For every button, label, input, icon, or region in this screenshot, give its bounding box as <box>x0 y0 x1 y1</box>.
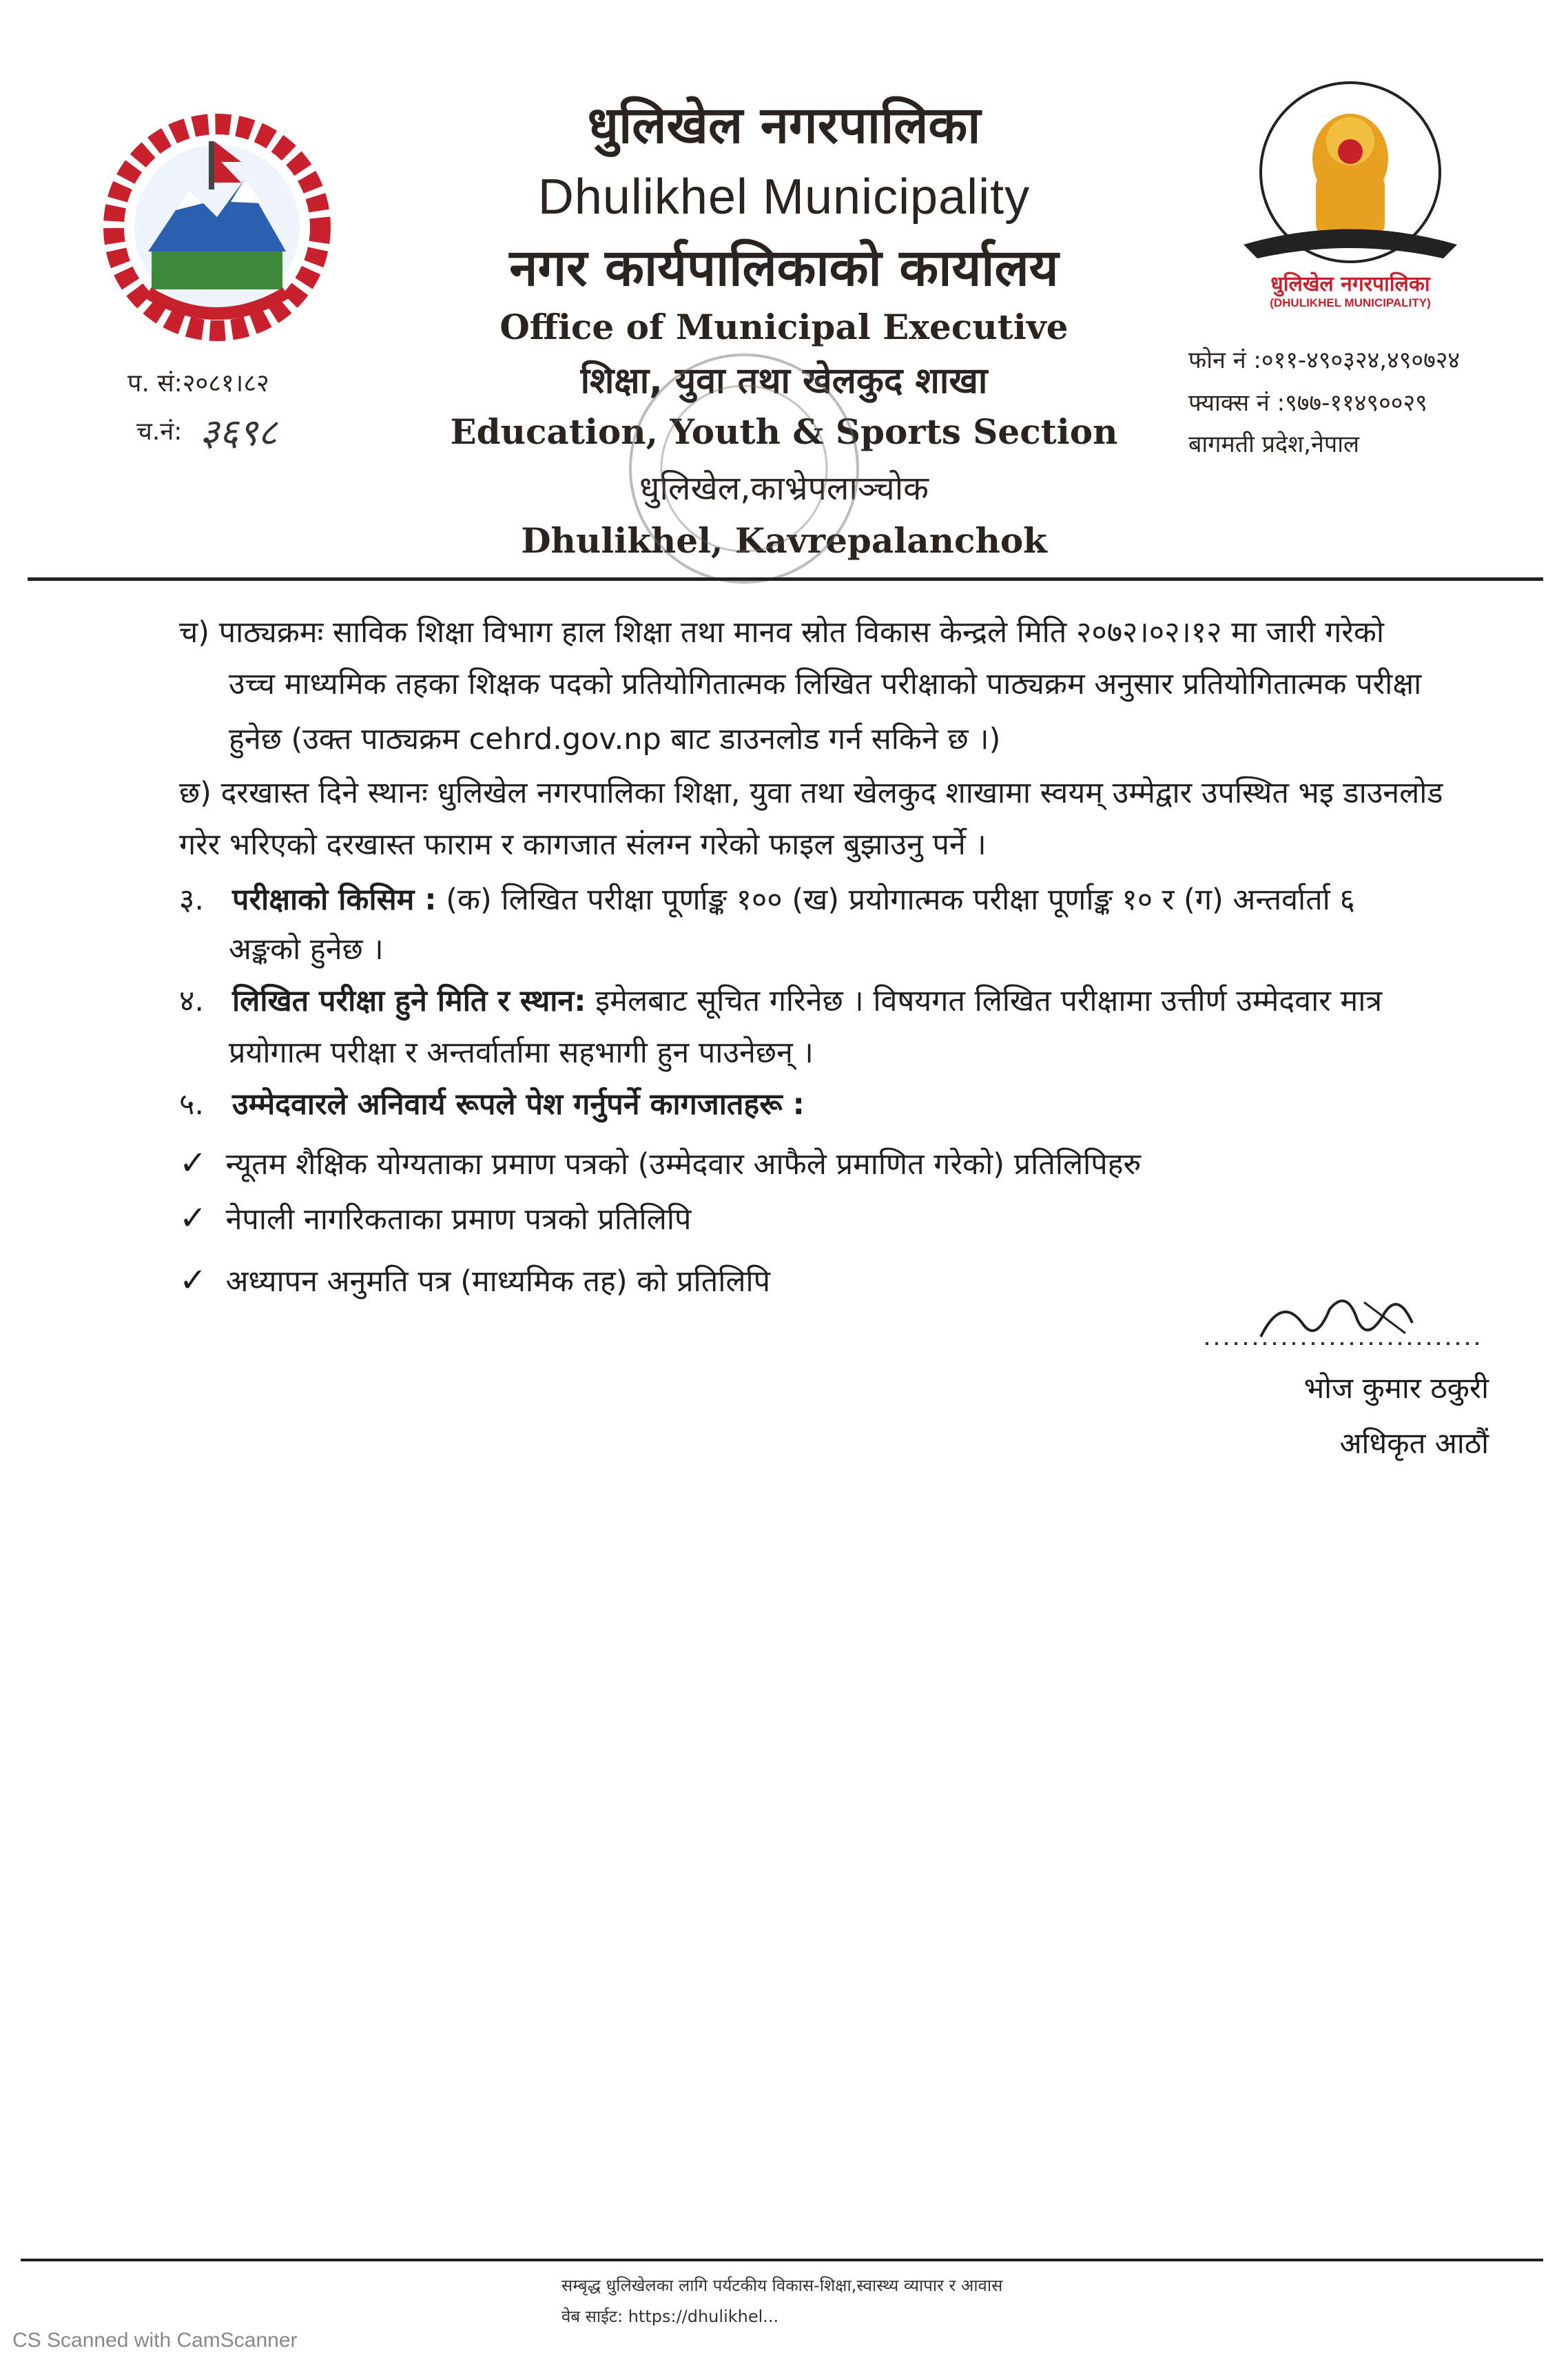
checklist-item-text: अध्यापन अनुमति पत्र (माध्यमिक तह) को प्रतिलिपि <box>225 1264 771 1299</box>
location-np: धुलिखेल,काभ्रेपलाञ्चोक <box>639 469 929 508</box>
para-cha-line2: उच्च माध्यमिक तहका शिक्षक पदको प्रतियोगितात्मक लिखित परीक्षाको पाठ्यक्रम अनुसार प्रतियोगितात्मक परीक्षा <box>229 667 1422 701</box>
item-3-heading: परीक्षाको किसिम : <box>232 883 437 917</box>
checklist-item <box>179 1192 691 1246</box>
para-chha-line2: गरेर भरिएको दरखास्त फाराम र कागजात संलग्न गरेको फाइल बुझाउनु पर्ने । <box>179 828 987 862</box>
footer-line-1: सम्बृद्ध धुलिखेलका लागि पर्यटकीय विकास-शिक्षा,स्वास्थ्य व्यापार र आवास <box>561 2276 1003 2295</box>
item-4-number: ४. <box>179 984 205 1018</box>
signatory-designation: अधिकृत आठौं <box>1339 1426 1489 1460</box>
checkmark-icon: ✓ <box>179 1144 207 1182</box>
patra-sankhya: प. सं:२०८१।८२ <box>127 369 269 398</box>
item-5-heading: उम्मेदवारले अनिवार्य रूपले पेश गर्नुपर्ने कागजातहरू : <box>232 1087 805 1122</box>
item-4-heading: लिखित परीक्षा हुने मिति र स्थान: <box>232 984 586 1018</box>
item-3-number: ३. <box>179 883 205 917</box>
office-name-en: Office of Municipal Executive <box>499 307 1069 347</box>
chalani-label: च.नं: <box>136 418 183 446</box>
municipality-name-np: धुलिखेल नगरपालिका <box>587 96 981 155</box>
para-cha-line1: च) पाठ्यक्रमः साविक शिक्षा विभाग हाल शिक्षा तथा मानव स्रोत विकास केन्द्रले मिति २०७२।०२।१२ मा जारी गरेको <box>179 615 1385 650</box>
footer-line-2: वेब साईट: https://dhulikhel... <box>561 2307 779 2326</box>
item-5 <box>179 1078 805 1131</box>
handwritten-signature <box>1199 1282 1488 1357</box>
item-3 <box>179 874 1355 926</box>
item-3-text: (क) लिखित परीक्षा पूर्णाङ्क १०० (ख) प्रयोगात्मक परीक्षा पूर्णाङ्क १० र (ग) अन्तर्वार्ता ६ <box>446 883 1355 917</box>
checklist-item <box>179 1254 770 1308</box>
section-name-en: Education, Youth & Sports Section <box>450 411 1118 452</box>
item-4-line2: प्रयोगात्म परीक्षा र अन्तर्वार्तामा सहभागी हुन पाउनेछन् । <box>229 1036 814 1070</box>
footer-divider <box>21 2259 1543 2261</box>
checklist-item <box>179 1137 1141 1191</box>
fax-number: फ्याक्स नं :९७७-११४९००२९ <box>1188 389 1427 417</box>
item-5-number: ५. <box>179 1087 205 1122</box>
checklist-item-text: नेपाली नागरिकताका प्रमाण पत्रको प्रतिलिपि <box>225 1202 692 1237</box>
logo-caption-np: धुलिखेल नगरपालिका <box>1270 272 1430 296</box>
checkmark-icon: ✓ <box>179 1261 207 1300</box>
office-seal-stamp <box>620 345 868 593</box>
office-name-np: नगर कार्यपालिकाको कार्यालय <box>509 238 1059 298</box>
item-3-line2: अङ्कको हुनेछ । <box>229 932 384 967</box>
signatory-name: भोज कुमार ठकुरी <box>1303 1371 1489 1405</box>
para-chha-line1: छ) दरखास्त दिने स्थानः धुलिखेल नगरपालिका शिक्षा, युवा तथा खेलकुद शाखामा स्वयम् उम्मेद्वार उपस्थित भइ डाउनलोड <box>179 776 1443 810</box>
item-4-text: इमेलबाट सूचित गरिनेछ । विषयगत लिखित परीक्षामा उत्तीर्ण उम्मेदवार मात्र <box>595 984 1383 1018</box>
logo-caption-en: (DHULIKHEL MUNICIPALITY) <box>1270 296 1431 309</box>
item-4 <box>179 975 1382 1027</box>
municipality-name-en: Dhulikhel Municipality <box>537 170 1031 225</box>
address: बागमती प्रदेश,नेपाल <box>1188 431 1360 458</box>
para-cha-line3: हुनेछ (उक्त पाठ्यक्रम cehrd.gov.np बाट डाउनलोड गर्न सकिने छ ।) <box>229 722 1001 757</box>
chalani-number-handwritten: ३६९८ <box>200 411 278 454</box>
camscanner-watermark: CS Scanned with CamScanner <box>12 2329 298 2352</box>
checklist-item-text: न्यूतम शैक्षिक योग्यताका प्रमाण पत्रको (उम्मेदवार आफैले प्रमाणित गरेको) प्रतिलिपिहरु <box>225 1147 1142 1182</box>
checkmark-icon: ✓ <box>179 1199 207 1237</box>
section-name-np: शिक्षा, युवा तथा खेलकुद शाखा <box>580 360 988 402</box>
location-en: Dhulikhel, Kavrepalanchok <box>521 520 1047 561</box>
phone-number: फोन नं :०११-४९०३२४,४९०७२४ <box>1188 347 1461 374</box>
header-divider <box>28 577 1543 581</box>
